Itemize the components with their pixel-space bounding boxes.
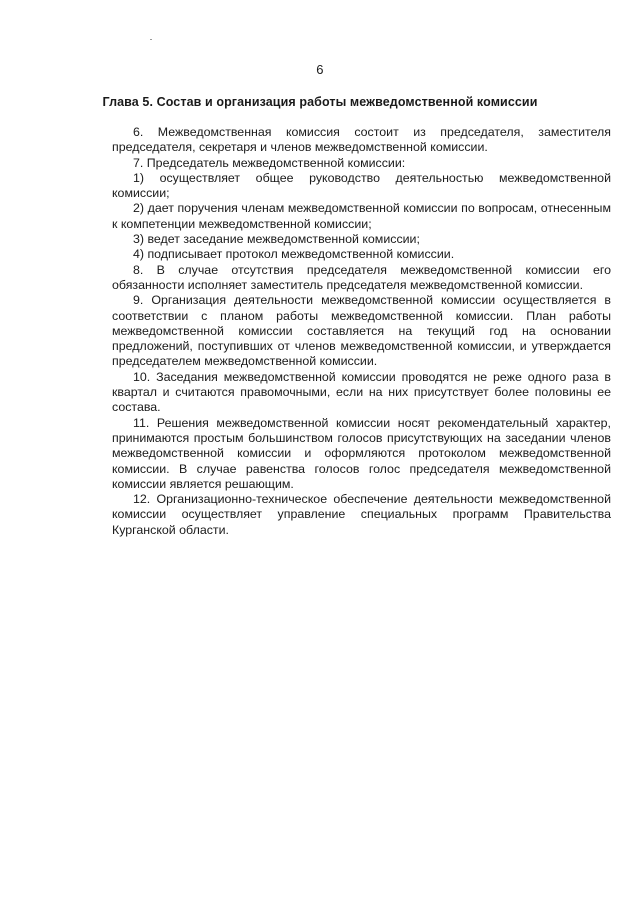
paragraph-12: 12. Организационно-техническое обеспечение деятельности межведомственной комиссии осуществляет управление специальных программ Правительства Курганской области. <box>112 492 611 537</box>
paragraph-10: 10. Заседания межведомственной комиссии проводятся не реже одного раза в квартал и считаются правомочными, если на них присутствует более половины ее состава. <box>112 369 611 415</box>
paragraph-8: 8. В случае отсутствия председателя межведомственной комиссии его обязанности исполняет заместитель председателя межведомственной комиссии. <box>112 262 611 292</box>
paragraph-7: 7. Председатель межведомственной комиссии: <box>133 155 406 170</box>
paragraph-7-item-1: 1) осуществляет общее руководство деятельностью межведомственной комиссии; <box>112 170 611 201</box>
chapter-title: Глава 5. Состав и организация работы межведомственной комиссии <box>102 95 538 109</box>
paragraph-7-item-2: 2) дает поручения членам межведомственной комиссии по вопросам, отнесенным к компетенции межведомственной комиссии; <box>112 201 611 231</box>
paragraph-7-item-3: 3) ведет заседание межведомственной комиссии; <box>133 232 420 247</box>
paragraph-11: 11. Решения межведомственной комиссии носят рекомендательный характер, принимаются простым большинством голосов присутствующих на заседании членов межведомственной комиссии и оформляются протоколом межведомственной комиссии. В случае равенства голосов голос председателя межведомственной комиссии является решающим. <box>112 415 611 491</box>
paragraph-7-item-4: 4) подписывает протокол межведомственной комиссии. <box>133 247 455 262</box>
paragraph-9: 9. Организация деятельности межведомственной комиссии осуществляется в соответствии с планом работы межведомственной комиссии. План работы межведомственной комиссии составляется на текущий год на основании предложений, поступивших от членов межведомственной комиссии, и утверждается председателем межведомственной комиссии. <box>112 293 611 369</box>
scan-speck <box>150 39 152 40</box>
document-body <box>112 125 611 538</box>
paragraph-6: 6. Межведомственная комиссия состоит из председателя, заместителя председателя, секретаря и членов межведомственной комиссии. <box>112 125 611 155</box>
page-number: 6 <box>316 62 324 77</box>
